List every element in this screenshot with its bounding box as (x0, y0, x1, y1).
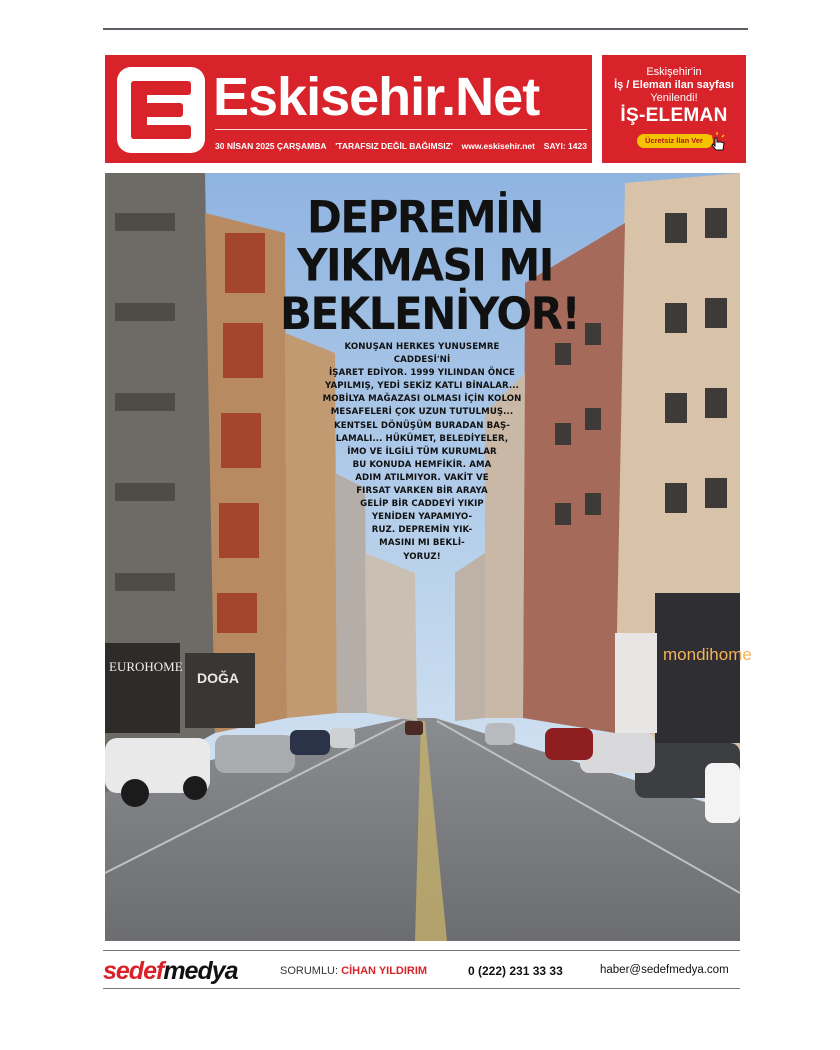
publisher-logo (103, 957, 238, 986)
hand-cursor-icon (706, 130, 728, 152)
deck-line: MASINI MI BEKLİ- (379, 538, 465, 549)
deck-line: MESAFELERİ ÇOK UZUN TUTULMUŞ... (330, 407, 514, 418)
masthead-info (215, 141, 587, 151)
publisher-logo-red: sedef (103, 957, 164, 985)
masthead-brand: Eskisehir.Net (213, 67, 540, 127)
deck-line: İŞARET EDİYOR. 1999 YILINDAN ÖNCE (329, 368, 515, 379)
site-url[interactable]: www.eskisehir.net (461, 141, 535, 151)
issue-date: 30 NİSAN 2025 ÇARŞAMBA (215, 141, 327, 151)
free-listing-button[interactable]: Ücretsiz İlan Ver (637, 134, 713, 148)
headline (280, 191, 580, 340)
logo-e-icon (117, 67, 205, 153)
deck-line: LAMALI... HÜKÜMET, BELEDİYELER, (335, 433, 509, 444)
footer-rule-top (103, 950, 740, 951)
deck-line: YAPILMIŞ, YEDİ SEKİZ KATLI BİNALAR... (325, 381, 519, 392)
deck-line: ADIM ATILMIYOR. VAKİT VE (355, 472, 489, 483)
headline-line-3: BEKLENİYOR! (280, 288, 580, 340)
job-ad-box[interactable] (602, 55, 746, 163)
deck-line: RUZ. DEPREMİN YIK- (371, 525, 473, 536)
shop-sign-doga: DOĞA (197, 670, 239, 686)
ad-line-1: Eskişehir'in (646, 66, 702, 78)
publisher-logo-dark: medya (163, 957, 238, 985)
ad-line-3: Yenilendi! (650, 92, 698, 104)
story-deck (316, 341, 528, 564)
deck-line: İMO VE İLGİLİ TÜM KURUMLAR (347, 446, 497, 457)
contact-phone[interactable]: 0 (222) 231 33 33 (468, 964, 563, 978)
responsible-editor (280, 965, 427, 977)
headline-line-2: YIKMASI MI (297, 239, 553, 292)
cover-photo (105, 173, 752, 941)
footer (103, 955, 740, 985)
responsible-name: CİHAN YILDIRIM (341, 965, 428, 977)
masthead-divider (215, 129, 587, 130)
deck-line: KONUŞAN HERKES YUNUSEMRE CADDESİ'Nİ (344, 342, 500, 366)
deck-line: GELİP BİR CADDEYİ YIKIP (360, 499, 484, 510)
masthead (105, 55, 592, 163)
contact-email[interactable]: haber@sedefmedya.com (600, 964, 729, 976)
deck-line: YENİDEN YAPAMIYO- (371, 512, 473, 523)
deck-line: MOBİLYA MAĞAZASI OLMASI İÇİN KOLON (322, 394, 522, 405)
shop-sign-mondihome: mondihome (663, 645, 752, 664)
deck-line: KENTSEL DÖNÜŞÜM BURADAN BAŞ- (334, 420, 510, 431)
deck-line: YORUZ! (403, 551, 441, 562)
headline-line-1: DEPREMİN (307, 191, 543, 243)
footer-rule-bottom (103, 988, 740, 989)
deck-line: BU KONUDA HEMFİKİR. AMA (352, 459, 492, 470)
shop-sign-eurohome: EUROHOME (109, 659, 183, 674)
motto: 'TARAFSIZ DEĞİL BAĞIMSIZ' (335, 141, 453, 151)
issue-number: SAYI: 1423 (543, 141, 587, 151)
ad-title: İŞ-ELEMAN (620, 105, 728, 126)
top-rule (103, 28, 748, 30)
responsible-label: SORUMLU: (280, 965, 339, 977)
deck-line: FIRSAT VARKEN BİR ARAYA (356, 486, 488, 497)
ad-line-2: İş / Eleman ilan sayfası (614, 79, 734, 91)
